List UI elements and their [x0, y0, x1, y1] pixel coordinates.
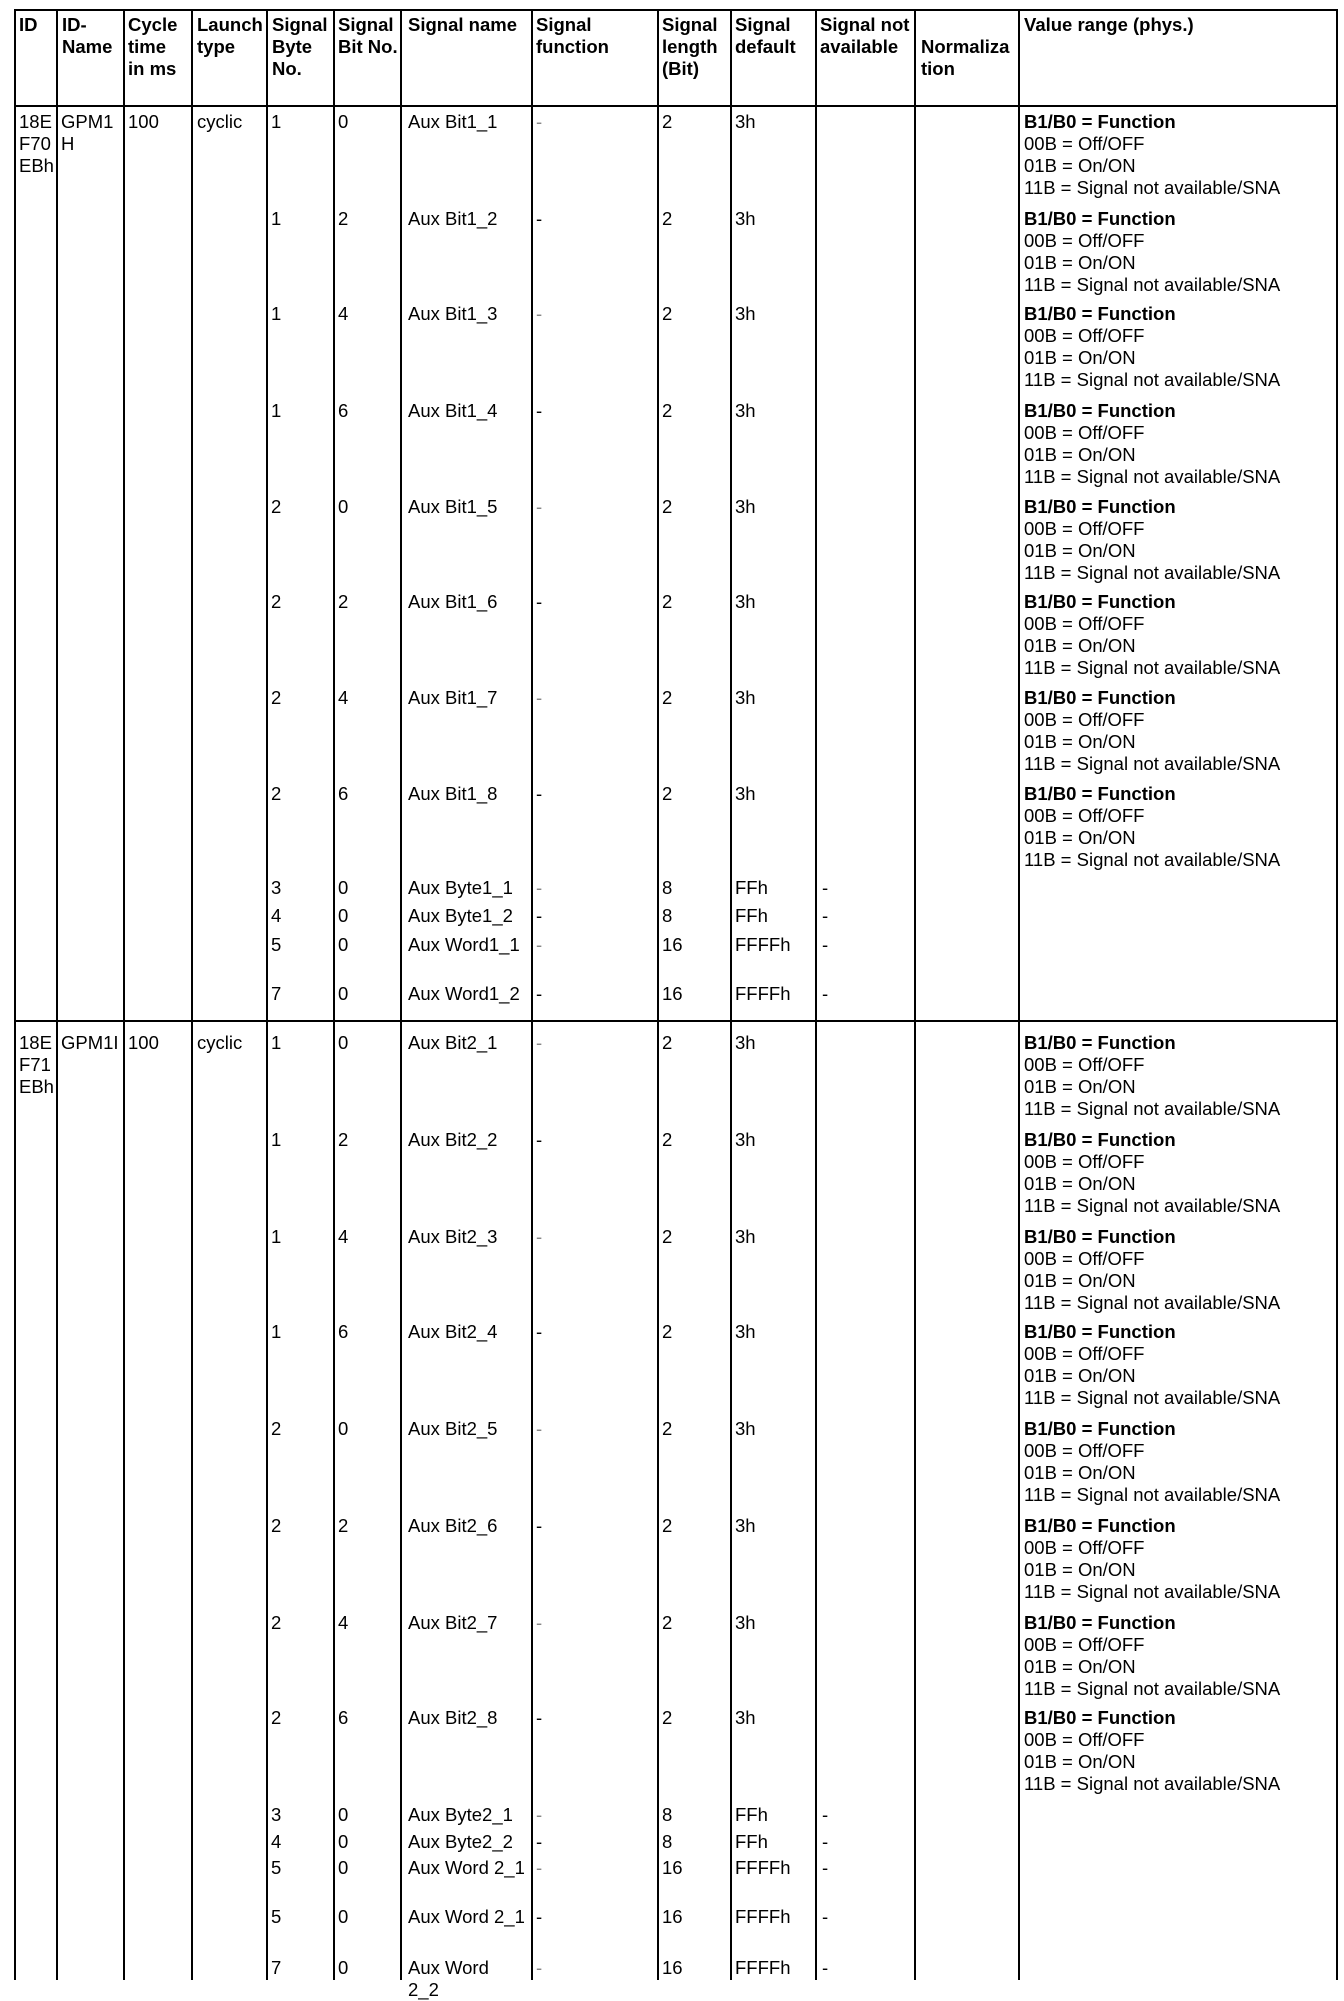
cycle-time: 100 [128, 111, 159, 132]
signal-function: - [536, 400, 543, 421]
value-range-line: B1/B0 = Function [1024, 1707, 1176, 1728]
signal-name: Aux Bit2_1 [408, 1032, 498, 1053]
signal-default: FFFFh [735, 1957, 791, 1978]
value-range [1024, 400, 1280, 488]
header-id: ID [19, 14, 38, 35]
signal-length: 8 [662, 905, 673, 926]
value-range [1024, 687, 1280, 775]
signal-name: Aux Bit1_7 [408, 687, 498, 708]
signal-bit: 2 [338, 1129, 349, 1150]
value-range-line: 00B = Off/OFF [1024, 133, 1145, 154]
header-signal-default: Signal default [735, 14, 796, 57]
value-range-line: 11B = Signal not available/SNA [1024, 466, 1281, 487]
signal-function: - [536, 496, 543, 517]
value-range-line: 01B = On/ON [1024, 827, 1136, 848]
signal-default: 3h [735, 111, 756, 132]
value-range-line: 11B = Signal not available/SNA [1024, 1195, 1281, 1216]
grid-line [123, 9, 125, 1980]
signal-byte: 1 [271, 1032, 282, 1053]
signal-default: FFFFh [735, 934, 791, 955]
signal-length: 2 [662, 591, 673, 612]
signal-function: - [536, 1321, 543, 1342]
launch-type: cyclic [197, 1032, 243, 1053]
signal-length: 2 [662, 1707, 673, 1728]
value-range [1024, 1707, 1280, 1795]
signal-byte: 2 [271, 1515, 282, 1536]
signal-byte: 4 [271, 1831, 282, 1852]
value-range-line: 11B = Signal not available/SNA [1024, 1773, 1281, 1794]
signal-byte: 1 [271, 1321, 282, 1342]
signal-bit: 0 [338, 905, 349, 926]
signal-function: - [536, 1515, 543, 1536]
signal-not-available: - [822, 934, 829, 955]
signal-default: 3h [735, 208, 756, 229]
signal-name: Aux Byte1_1 [408, 877, 513, 898]
value-range-line: 00B = Off/OFF [1024, 805, 1145, 826]
value-range-line: 00B = Off/OFF [1024, 1440, 1145, 1461]
signal-name: Aux Bit1_1 [408, 111, 498, 132]
signal-function: - [536, 905, 543, 926]
signal-length: 8 [662, 877, 673, 898]
signal-bit: 6 [338, 1321, 349, 1342]
signal-name: Aux Byte2_2 [408, 1831, 513, 1852]
signal-function: - [536, 983, 543, 1004]
signal-bit: 2 [338, 591, 349, 612]
header-signal-not-available: Signal not available [820, 14, 910, 57]
value-range-line: 01B = On/ON [1024, 635, 1136, 656]
signal-not-available: - [822, 983, 829, 1004]
grid-line [400, 9, 402, 1980]
signal-byte: 4 [271, 905, 282, 926]
signal-not-available: - [822, 1831, 829, 1852]
signal-bit: 0 [338, 1032, 349, 1053]
signal-name: Aux Bit2_7 [408, 1612, 498, 1633]
value-range-line: 11B = Signal not available/SNA [1024, 1581, 1281, 1602]
value-range-line: B1/B0 = Function [1024, 783, 1176, 804]
header-normalization: Normaliza tion [921, 36, 1010, 79]
header-signal-length: Signal length (Bit) [662, 14, 718, 79]
message-id-name: GPM1I [61, 1032, 119, 1053]
signal-function: - [536, 1418, 543, 1439]
signal-default: 3h [735, 496, 756, 517]
signal-length: 2 [662, 1129, 673, 1150]
signal-default: FFh [735, 1831, 768, 1852]
signal-name: Aux Word 2_1 [408, 1906, 525, 1927]
signal-length: 2 [662, 400, 673, 421]
signal-name: Aux Bit1_2 [408, 208, 498, 229]
signal-function: - [536, 687, 543, 708]
value-range-line: 00B = Off/OFF [1024, 1248, 1145, 1269]
value-range-line: 11B = Signal not available/SNA [1024, 1484, 1281, 1505]
signal-length: 8 [662, 1804, 673, 1825]
cycle-time: 100 [128, 1032, 159, 1053]
signal-name: Aux Word 2_2 [408, 1957, 489, 2000]
signal-byte: 1 [271, 400, 282, 421]
signal-byte: 1 [271, 1226, 282, 1247]
signal-function: - [536, 1831, 543, 1852]
signal-default: FFFFh [735, 983, 791, 1004]
grid-line [56, 9, 58, 1980]
signal-length: 2 [662, 1226, 673, 1247]
signal-bit: 0 [338, 1831, 349, 1852]
signal-bit: 0 [338, 1957, 349, 1978]
header-cycle-time: Cycle time in ms [128, 14, 178, 79]
signal-bit: 0 [338, 983, 349, 1004]
signal-default: 3h [735, 1032, 756, 1053]
signal-bit: 0 [338, 111, 349, 132]
signal-byte: 3 [271, 877, 282, 898]
grid-line [914, 9, 916, 1980]
signal-byte: 2 [271, 687, 282, 708]
signal-bit: 4 [338, 303, 349, 324]
signal-default: FFh [735, 877, 768, 898]
value-range [1024, 1515, 1280, 1603]
signal-length: 16 [662, 1857, 683, 1878]
value-range-line: B1/B0 = Function [1024, 1612, 1176, 1633]
value-range-line: 11B = Signal not available/SNA [1024, 657, 1281, 678]
signal-function: - [536, 1129, 543, 1150]
value-range-line: B1/B0 = Function [1024, 400, 1176, 421]
signal-function: - [536, 208, 543, 229]
signal-length: 16 [662, 1957, 683, 1978]
value-range-line: B1/B0 = Function [1024, 591, 1176, 612]
signal-function: - [536, 591, 543, 612]
signal-byte: 7 [271, 1957, 282, 1978]
header-signal-function: Signal function [536, 14, 609, 57]
header-id-name: ID- Name [62, 14, 113, 57]
signal-default: FFFFh [735, 1906, 791, 1927]
signal-bit: 0 [338, 496, 349, 517]
signal-default: FFFFh [735, 1857, 791, 1878]
value-range-line: 11B = Signal not available/SNA [1024, 849, 1281, 870]
signal-default: 3h [735, 1612, 756, 1633]
message-id: 18E F70 EBh [19, 111, 54, 176]
signal-byte: 2 [271, 1707, 282, 1728]
signal-bit: 2 [338, 208, 349, 229]
value-range [1024, 1418, 1280, 1506]
signal-byte: 2 [271, 496, 282, 517]
signal-default: 3h [735, 400, 756, 421]
value-range-line: 00B = Off/OFF [1024, 230, 1145, 251]
header-launch-type: Launch type [197, 14, 263, 57]
value-range-line: B1/B0 = Function [1024, 303, 1176, 324]
value-range-line: 01B = On/ON [1024, 1656, 1136, 1677]
signal-bit: 0 [338, 1804, 349, 1825]
grid-line [14, 9, 16, 1980]
signal-name: Aux Word1_1 [408, 934, 520, 955]
signal-bit: 0 [338, 1857, 349, 1878]
value-range-line: 11B = Signal not available/SNA [1024, 274, 1281, 295]
signal-function: - [536, 1957, 543, 1978]
value-range-line: 01B = On/ON [1024, 1270, 1136, 1291]
signal-bit: 4 [338, 1226, 349, 1247]
signal-default: FFh [735, 905, 768, 926]
signal-length: 8 [662, 1831, 673, 1852]
signal-length: 16 [662, 983, 683, 1004]
value-range [1024, 1612, 1280, 1700]
value-range-line: 00B = Off/OFF [1024, 325, 1145, 346]
signal-function: - [536, 1906, 543, 1927]
signal-name: Aux Bit2_5 [408, 1418, 498, 1439]
value-range-line: B1/B0 = Function [1024, 1032, 1176, 1053]
value-range-line: 01B = On/ON [1024, 1751, 1136, 1772]
value-range-line: B1/B0 = Function [1024, 1515, 1176, 1536]
signal-name: Aux Bit1_5 [408, 496, 498, 517]
value-range-line: 01B = On/ON [1024, 1462, 1136, 1483]
signal-function: - [536, 111, 543, 132]
value-range-line: 01B = On/ON [1024, 540, 1136, 561]
value-range-line: 11B = Signal not available/SNA [1024, 1678, 1281, 1699]
grid-line [191, 9, 193, 1980]
grid-line [266, 9, 268, 1980]
value-range-line: 01B = On/ON [1024, 1076, 1136, 1097]
signal-name: Aux Byte2_1 [408, 1804, 513, 1825]
value-range-line: 01B = On/ON [1024, 731, 1136, 752]
signal-length: 2 [662, 1032, 673, 1053]
signal-byte: 3 [271, 1804, 282, 1825]
signal-bit: 0 [338, 934, 349, 955]
value-range-line: 00B = Off/OFF [1024, 1151, 1145, 1172]
value-range [1024, 303, 1280, 391]
signal-bit: 6 [338, 783, 349, 804]
value-range [1024, 1129, 1280, 1217]
signal-default: 3h [735, 783, 756, 804]
signal-default: 3h [735, 1226, 756, 1247]
value-range-line: B1/B0 = Function [1024, 1129, 1176, 1150]
signal-not-available: - [822, 1906, 829, 1927]
signal-length: 2 [662, 496, 673, 517]
value-range [1024, 496, 1280, 584]
value-range [1024, 1226, 1280, 1314]
header-value-range: Value range (phys.) [1024, 14, 1194, 35]
launch-type: cyclic [197, 111, 243, 132]
signal-not-available: - [822, 1804, 829, 1825]
signal-function: - [536, 1857, 543, 1878]
signal-length: 16 [662, 934, 683, 955]
signal-bit: 6 [338, 1707, 349, 1728]
signal-name: Aux Bit1_8 [408, 783, 498, 804]
value-range-line: 00B = Off/OFF [1024, 1054, 1145, 1075]
signal-length: 2 [662, 783, 673, 804]
signal-name: Aux Byte1_2 [408, 905, 513, 926]
signal-name: Aux Bit1_6 [408, 591, 498, 612]
value-range-line: B1/B0 = Function [1024, 208, 1176, 229]
value-range-line: 11B = Signal not available/SNA [1024, 562, 1281, 583]
value-range-line: B1/B0 = Function [1024, 111, 1176, 132]
signal-byte: 1 [271, 208, 282, 229]
grid-line [14, 1020, 1338, 1022]
value-range [1024, 111, 1280, 199]
signal-function: - [536, 1804, 543, 1825]
grid-line [14, 105, 1338, 107]
signal-length: 16 [662, 1906, 683, 1927]
value-range-line: B1/B0 = Function [1024, 496, 1176, 517]
value-range-line: 00B = Off/OFF [1024, 1343, 1145, 1364]
signal-function: - [536, 783, 543, 804]
signal-default: 3h [735, 303, 756, 324]
value-range [1024, 1032, 1280, 1120]
signal-bit: 0 [338, 877, 349, 898]
signal-length: 2 [662, 1612, 673, 1633]
signal-length: 2 [662, 303, 673, 324]
signal-bit: 0 [338, 1906, 349, 1927]
value-range-line: B1/B0 = Function [1024, 1321, 1176, 1342]
signal-byte: 5 [271, 934, 282, 955]
signal-length: 2 [662, 208, 673, 229]
signal-name: Aux Bit1_4 [408, 400, 498, 421]
value-range-line: 01B = On/ON [1024, 444, 1136, 465]
signal-byte: 2 [271, 783, 282, 804]
value-range-line: 01B = On/ON [1024, 252, 1136, 273]
grid-line [815, 9, 817, 1980]
signal-default: 3h [735, 591, 756, 612]
value-range-line: 00B = Off/OFF [1024, 709, 1145, 730]
value-range-line: 11B = Signal not available/SNA [1024, 369, 1281, 390]
signal-not-available: - [822, 877, 829, 898]
grid-line [1018, 9, 1020, 1980]
signal-function: - [536, 934, 543, 955]
grid-line [657, 9, 659, 1980]
value-range-line: 00B = Off/OFF [1024, 1537, 1145, 1558]
value-range-line: 11B = Signal not available/SNA [1024, 1387, 1281, 1408]
value-range-line: 01B = On/ON [1024, 1559, 1136, 1580]
signal-function: - [536, 303, 543, 324]
header-signal-bit: Signal Bit No. [338, 14, 398, 57]
signal-byte: 5 [271, 1857, 282, 1878]
signal-name: Aux Word 2_1 [408, 1857, 525, 1878]
value-range-line: 11B = Signal not available/SNA [1024, 753, 1281, 774]
value-range [1024, 591, 1280, 679]
value-range [1024, 783, 1280, 871]
signal-length: 2 [662, 1321, 673, 1342]
grid-line [14, 9, 1338, 11]
header-signal-name: Signal name [408, 14, 517, 35]
value-range-line: 01B = On/ON [1024, 1365, 1136, 1386]
signal-length: 2 [662, 687, 673, 708]
message-id: 18E F71 EBh [19, 1032, 54, 1097]
value-range [1024, 1321, 1280, 1409]
signal-name: Aux Bit2_8 [408, 1707, 498, 1728]
value-range-line: 11B = Signal not available/SNA [1024, 1292, 1281, 1313]
signal-byte: 2 [271, 1612, 282, 1633]
value-range-line: 00B = Off/OFF [1024, 518, 1145, 539]
value-range-line: B1/B0 = Function [1024, 1226, 1176, 1247]
signal-byte: 7 [271, 983, 282, 1004]
signal-not-available: - [822, 1957, 829, 1978]
signal-not-available: - [822, 905, 829, 926]
signal-name: Aux Bit1_3 [408, 303, 498, 324]
value-range-line: 01B = On/ON [1024, 347, 1136, 368]
value-range-line: 00B = Off/OFF [1024, 1729, 1145, 1750]
value-range-line: 11B = Signal not available/SNA [1024, 177, 1281, 198]
signal-length: 2 [662, 1515, 673, 1536]
message-id-name: GPM1 H [61, 111, 114, 154]
signal-name: Aux Word1_2 [408, 983, 520, 1004]
signal-length: 2 [662, 1418, 673, 1439]
signal-function: - [536, 1226, 543, 1247]
signal-name: Aux Bit2_4 [408, 1321, 498, 1342]
value-range-line: 01B = On/ON [1024, 155, 1136, 176]
signal-byte: 2 [271, 1418, 282, 1439]
signal-function: - [536, 1032, 543, 1053]
signal-bit: 4 [338, 687, 349, 708]
grid-line [531, 9, 533, 1980]
value-range-line: B1/B0 = Function [1024, 1418, 1176, 1439]
value-range-line: 00B = Off/OFF [1024, 422, 1145, 443]
signal-default: 3h [735, 1321, 756, 1342]
value-range-line: B1/B0 = Function [1024, 687, 1176, 708]
signal-default: 3h [735, 1129, 756, 1150]
signal-bit: 6 [338, 400, 349, 421]
signal-name: Aux Bit2_6 [408, 1515, 498, 1536]
header-signal-byte: Signal Byte No. [272, 14, 328, 79]
value-range-line: 01B = On/ON [1024, 1173, 1136, 1194]
signal-bit: 2 [338, 1515, 349, 1536]
value-range-line: 00B = Off/OFF [1024, 1634, 1145, 1655]
signal-bit: 4 [338, 1612, 349, 1633]
signal-byte: 1 [271, 1129, 282, 1150]
signal-name: Aux Bit2_3 [408, 1226, 498, 1247]
value-range [1024, 208, 1280, 296]
grid-line [333, 9, 335, 1980]
signal-function: - [536, 877, 543, 898]
signal-default: 3h [735, 687, 756, 708]
signal-function: - [536, 1707, 543, 1728]
signal-default: 3h [735, 1707, 756, 1728]
grid-line [1336, 9, 1338, 1980]
signal-name: Aux Bit2_2 [408, 1129, 498, 1150]
signal-byte: 5 [271, 1906, 282, 1927]
signal-default: FFh [735, 1804, 768, 1825]
signal-byte: 1 [271, 111, 282, 132]
value-range-line: 11B = Signal not available/SNA [1024, 1098, 1281, 1119]
signal-byte: 1 [271, 303, 282, 324]
signal-length: 2 [662, 111, 673, 132]
signal-byte: 2 [271, 591, 282, 612]
signal-default: 3h [735, 1515, 756, 1536]
signal-not-available: - [822, 1857, 829, 1878]
signal-function: - [536, 1612, 543, 1633]
grid-line [730, 9, 732, 1980]
signal-bit: 0 [338, 1418, 349, 1439]
signal-default: 3h [735, 1418, 756, 1439]
value-range-line: 00B = Off/OFF [1024, 613, 1145, 634]
